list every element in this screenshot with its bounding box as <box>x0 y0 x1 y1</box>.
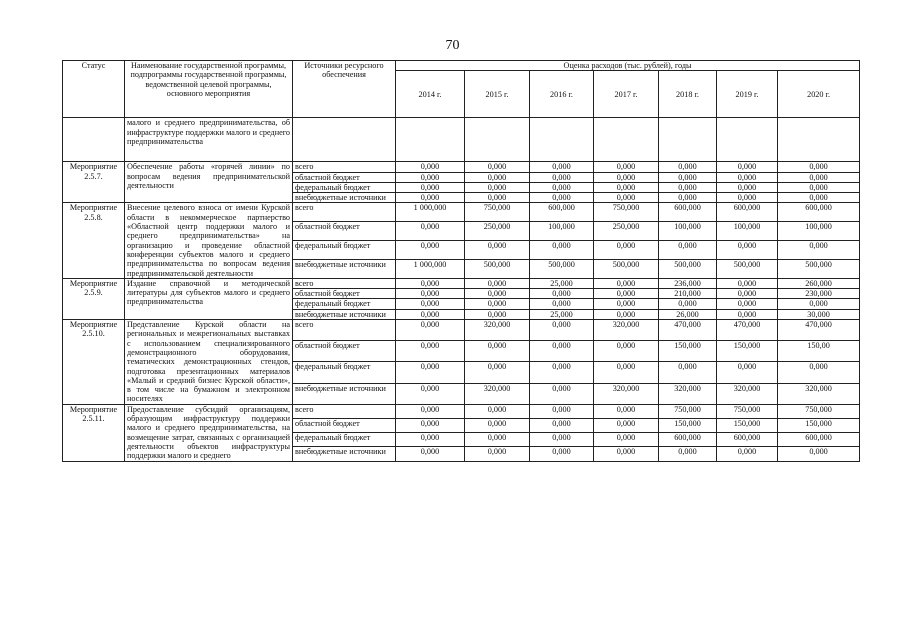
amount-cell: 0,000 <box>778 299 860 309</box>
amount-cell: 236,000 <box>659 278 717 288</box>
amount-cell: 0,000 <box>659 241 717 260</box>
amount-cell: 0,000 <box>396 182 465 192</box>
amount-cell: 0,000 <box>465 299 530 309</box>
amount-cell: 0,000 <box>659 299 717 309</box>
activity-status: Мероприятие 2.5.9. <box>63 278 125 319</box>
amount-cell: 320,000 <box>465 320 530 341</box>
page-number: 70 <box>445 38 460 53</box>
funding-source: всего <box>293 278 396 288</box>
amount-cell: 0,000 <box>659 447 717 461</box>
status-header: Статус <box>63 61 125 118</box>
activity-name: Внесение целевого взноса от имени Курской области в некоммерческое партнерство «Областной центр поддержки малого и среднего предпринимательства» на организацию и проведение областной конференции субъектов малого и среднего предпринимательства по вопросам ведения предпринимательской деятельности <box>125 203 293 278</box>
funding-source: областной бюджет <box>293 341 396 362</box>
funding-source: всего <box>293 162 396 172</box>
budget-table <box>62 60 860 462</box>
amount-cell: 0,000 <box>530 418 594 432</box>
amount-cell: 0,000 <box>465 182 530 192</box>
amount-cell: 250,000 <box>465 222 530 241</box>
amount-cell: 0,000 <box>778 162 860 172</box>
amount-cell: 750,000 <box>659 404 717 418</box>
amount-cell: 0,000 <box>396 193 465 203</box>
activity-status: Мероприятие 2.5.7. <box>63 162 125 203</box>
funding-source: областной бюджет <box>293 222 396 241</box>
amount-cell: 100,000 <box>717 222 778 241</box>
amount-cell: 0,000 <box>530 289 594 299</box>
amount-cell: 0,000 <box>594 309 659 319</box>
amount-cell: 0,000 <box>717 309 778 319</box>
amount-cell: 0,000 <box>594 289 659 299</box>
funding-source: всего <box>293 404 396 418</box>
amount-cell: 0,000 <box>465 278 530 288</box>
amount-cell: 0,000 <box>530 241 594 260</box>
amount-cell: 500,000 <box>594 260 659 279</box>
amount-cell: 0,000 <box>530 404 594 418</box>
amount-cell: 0,000 <box>530 447 594 461</box>
funding-source: внебюджетные источники <box>293 383 396 404</box>
amount-cell: 600,000 <box>530 203 594 222</box>
amount-cell: 0,000 <box>717 278 778 288</box>
table-row <box>63 320 860 341</box>
activity-name: Представление Курской области на региональных и межрегиональных выставках с использованием специализированного демонстрационного оборудования, тематических демонстрационных стендов, подготовка презентационных материалов «Малый и средний бизнес Курской области», в том числе на бумажном и электронном носителях <box>125 320 293 405</box>
amount-cell: 150,000 <box>717 341 778 362</box>
funding-source: федеральный бюджет <box>293 362 396 383</box>
amount-cell: 0,000 <box>778 241 860 260</box>
activity-name: Обеспечение работы «горячей линии» по вопросам ведения предпринимательской деятельности <box>125 162 293 203</box>
year-header: 2020 г. <box>778 71 860 118</box>
amount-cell: 0,000 <box>717 299 778 309</box>
amount-cell: 0,000 <box>659 162 717 172</box>
name-header: Наименование государственной программы, подпрограммы государственной программы, ведомственной целевой программы, основного мероприятия <box>125 61 293 118</box>
amount-cell: 0,000 <box>717 172 778 182</box>
amount-cell: 470,000 <box>778 320 860 341</box>
year-header: 2016 г. <box>530 71 594 118</box>
amount-cell: 0,000 <box>594 447 659 461</box>
amount-cell: 750,000 <box>594 203 659 222</box>
amount-cell: 0,000 <box>778 172 860 182</box>
amount-cell: 0,000 <box>396 383 465 404</box>
table-row <box>63 404 860 418</box>
amount-cell: 0,000 <box>396 404 465 418</box>
year-header: 2019 г. <box>717 71 778 118</box>
amount-cell: 600,000 <box>778 203 860 222</box>
amount-cell: 0,000 <box>659 193 717 203</box>
amount-cell: 0,000 <box>530 362 594 383</box>
amount-cell: 0,000 <box>465 341 530 362</box>
amount-cell: 150,000 <box>717 418 778 432</box>
funding-source: областной бюджет <box>293 289 396 299</box>
amount-cell: 0,000 <box>465 289 530 299</box>
amount-cell: 0,000 <box>594 341 659 362</box>
continuation-row <box>63 118 860 162</box>
amount-cell: 0,000 <box>717 447 778 461</box>
funding-source: внебюджетные источники <box>293 193 396 203</box>
amount-cell: 0,000 <box>396 162 465 172</box>
amount-cell: 0,000 <box>465 241 530 260</box>
amount-cell: 320,000 <box>778 383 860 404</box>
amount-cell: 150,000 <box>659 341 717 362</box>
amount-cell: 0,000 <box>778 182 860 192</box>
estimate-header: Оценка расходов (тыс. рублей), годы <box>396 61 860 71</box>
amount-cell: 0,000 <box>396 341 465 362</box>
amount-cell: 0,000 <box>396 299 465 309</box>
amount-cell: 25,000 <box>530 309 594 319</box>
table-row <box>63 278 860 288</box>
amount-cell: 320,000 <box>659 383 717 404</box>
amount-cell: 750,000 <box>778 404 860 418</box>
amount-cell: 0,000 <box>396 309 465 319</box>
amount-cell: 0,000 <box>396 241 465 260</box>
amount-cell: 470,000 <box>717 320 778 341</box>
amount-cell: 100,000 <box>659 222 717 241</box>
amount-cell: 0,000 <box>717 241 778 260</box>
amount-cell: 0,000 <box>594 418 659 432</box>
amount-cell: 0,000 <box>717 162 778 172</box>
amount-cell: 0,000 <box>396 278 465 288</box>
amount-cell: 320,000 <box>594 383 659 404</box>
amount-cell: 0,000 <box>659 362 717 383</box>
funding-source: внебюджетные источники <box>293 260 396 279</box>
header-row <box>63 61 860 71</box>
amount-cell: 0,000 <box>530 383 594 404</box>
amount-cell: 150,000 <box>778 418 860 432</box>
activity-status: Мероприятие 2.5.10. <box>63 320 125 405</box>
sources-header: Источники ресурсного обеспечения <box>293 61 396 118</box>
continuation-text: малого и среднего предпринимательства, об инфраструктуре поддержки малого и среднего предпринимательства <box>125 118 293 162</box>
amount-cell: 0,000 <box>778 362 860 383</box>
amount-cell: 0,000 <box>594 182 659 192</box>
amount-cell: 0,000 <box>465 447 530 461</box>
amount-cell: 150,000 <box>659 418 717 432</box>
funding-source: всего <box>293 320 396 341</box>
funding-source: областной бюджет <box>293 172 396 182</box>
amount-cell: 0,000 <box>465 404 530 418</box>
amount-cell: 0,000 <box>530 341 594 362</box>
amount-cell: 600,000 <box>717 203 778 222</box>
year-header: 2018 г. <box>659 71 717 118</box>
funding-source: внебюджетные источники <box>293 447 396 461</box>
amount-cell: 600,000 <box>659 203 717 222</box>
amount-cell: 260,000 <box>778 278 860 288</box>
funding-source: федеральный бюджет <box>293 241 396 260</box>
amount-cell: 1 000,000 <box>396 260 465 279</box>
funding-source: федеральный бюджет <box>293 433 396 447</box>
amount-cell: 0,000 <box>594 241 659 260</box>
amount-cell: 0,000 <box>717 362 778 383</box>
activity-name: Предоставление субсидий организациям, образующим инфраструктуру поддержки малого и среднего предпринимательства, на возмещение затрат, связанных с организацией деятельности объектов инфраструктуры поддержки малого и среднего <box>125 404 293 461</box>
activity-status: Мероприятие 2.5.8. <box>63 203 125 278</box>
amount-cell: 500,000 <box>659 260 717 279</box>
amount-cell: 0,000 <box>778 447 860 461</box>
amount-cell: 230,000 <box>778 289 860 299</box>
amount-cell: 0,000 <box>594 433 659 447</box>
amount-cell: 0,000 <box>659 182 717 192</box>
amount-cell: 0,000 <box>594 278 659 288</box>
amount-cell: 0,000 <box>778 193 860 203</box>
amount-cell: 0,000 <box>465 433 530 447</box>
amount-cell: 0,000 <box>465 162 530 172</box>
amount-cell: 25,000 <box>530 278 594 288</box>
amount-cell: 100,000 <box>530 222 594 241</box>
funding-source: федеральный бюджет <box>293 299 396 309</box>
amount-cell: 250,000 <box>594 222 659 241</box>
amount-cell: 600,000 <box>717 433 778 447</box>
year-header: 2014 г. <box>396 71 465 118</box>
amount-cell: 0,000 <box>659 172 717 182</box>
amount-cell: 30,000 <box>778 309 860 319</box>
amount-cell: 0,000 <box>396 433 465 447</box>
amount-cell: 210,000 <box>659 289 717 299</box>
amount-cell: 0,000 <box>594 162 659 172</box>
amount-cell: 320,000 <box>717 383 778 404</box>
amount-cell: 750,000 <box>465 203 530 222</box>
year-header: 2015 г. <box>465 71 530 118</box>
amount-cell: 0,000 <box>530 433 594 447</box>
amount-cell: 26,000 <box>659 309 717 319</box>
funding-source: внебюджетные источники <box>293 309 396 319</box>
amount-cell: 0,000 <box>396 222 465 241</box>
amount-cell: 0,000 <box>594 404 659 418</box>
amount-cell: 0,000 <box>396 418 465 432</box>
amount-cell: 0,000 <box>396 447 465 461</box>
table-row <box>63 162 860 172</box>
amount-cell: 0,000 <box>396 362 465 383</box>
amount-cell: 0,000 <box>594 193 659 203</box>
amount-cell: 0,000 <box>465 309 530 319</box>
amount-cell: 0,000 <box>717 182 778 192</box>
amount-cell: 0,000 <box>717 289 778 299</box>
amount-cell: 500,000 <box>465 260 530 279</box>
amount-cell: 0,000 <box>530 162 594 172</box>
amount-cell: 0,000 <box>465 418 530 432</box>
table-row <box>63 203 860 222</box>
amount-cell: 0,000 <box>530 172 594 182</box>
amount-cell: 0,000 <box>396 172 465 182</box>
amount-cell: 0,000 <box>530 182 594 192</box>
amount-cell: 600,000 <box>778 433 860 447</box>
amount-cell: 100,000 <box>778 222 860 241</box>
amount-cell: 500,000 <box>530 260 594 279</box>
amount-cell: 0,000 <box>530 193 594 203</box>
amount-cell: 0,000 <box>530 320 594 341</box>
funding-source: областной бюджет <box>293 418 396 432</box>
amount-cell: 500,000 <box>717 260 778 279</box>
amount-cell: 150,00 <box>778 341 860 362</box>
amount-cell: 0,000 <box>594 362 659 383</box>
continuation-status <box>63 118 125 162</box>
amount-cell: 1 000,000 <box>396 203 465 222</box>
amount-cell: 320,000 <box>465 383 530 404</box>
amount-cell: 500,000 <box>778 260 860 279</box>
amount-cell: 0,000 <box>465 362 530 383</box>
amount-cell: 600,000 <box>659 433 717 447</box>
activity-status: Мероприятие 2.5.11. <box>63 404 125 461</box>
funding-source: федеральный бюджет <box>293 182 396 192</box>
year-header: 2017 г. <box>594 71 659 118</box>
amount-cell: 750,000 <box>717 404 778 418</box>
amount-cell: 0,000 <box>465 172 530 182</box>
amount-cell: 0,000 <box>717 193 778 203</box>
amount-cell: 470,000 <box>659 320 717 341</box>
funding-source: всего <box>293 203 396 222</box>
amount-cell: 0,000 <box>530 299 594 309</box>
activity-name: Издание справочной и методической литературы для субъектов малого и среднего предпринимательства <box>125 278 293 319</box>
amount-cell: 0,000 <box>594 299 659 309</box>
amount-cell: 0,000 <box>396 320 465 341</box>
amount-cell: 0,000 <box>396 289 465 299</box>
amount-cell: 0,000 <box>465 193 530 203</box>
amount-cell: 320,000 <box>594 320 659 341</box>
amount-cell: 0,000 <box>594 172 659 182</box>
